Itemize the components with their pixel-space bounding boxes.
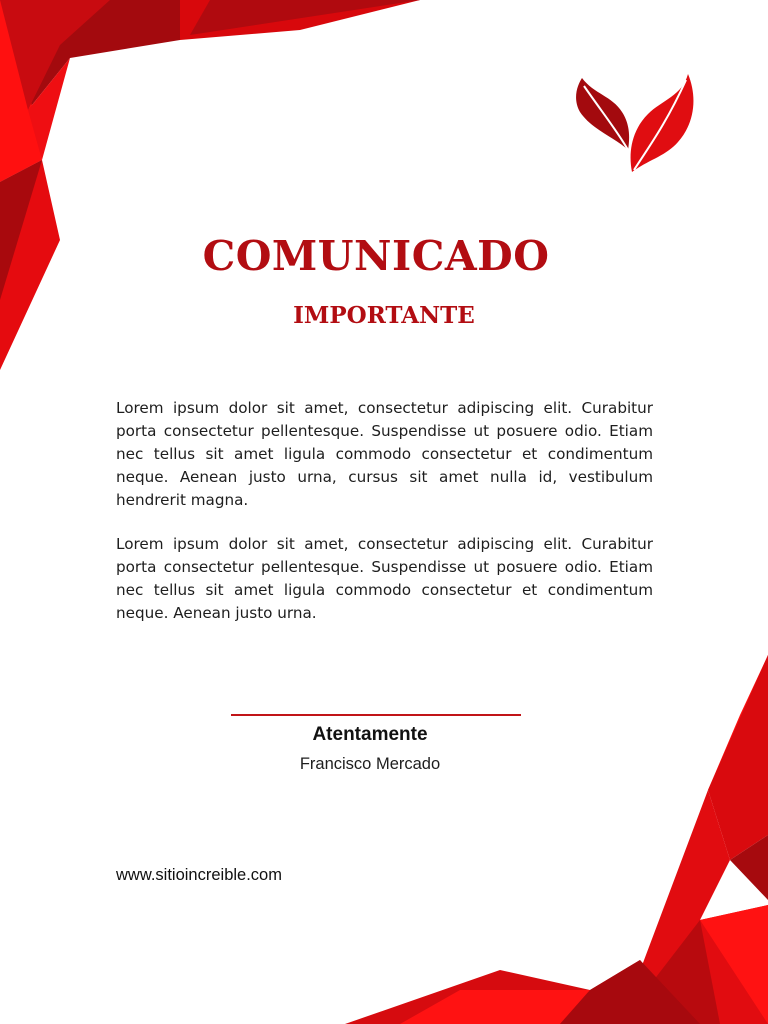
- signature-line: [231, 714, 521, 716]
- website-text: www.sitioincreible.com: [116, 866, 282, 884]
- page-title: COMUNICADO: [202, 232, 550, 280]
- body-paragraph-2: Lorem ipsum dolor sit amet, consectetur adipiscing elit. Curabitur porta consectetur pellentesque. Suspendisse ut posuere odio. Etiam nec tellus sit amet ligula commodo consectetur et condimentum neque. Aenean justo urna.: [116, 535, 653, 622]
- body-paragraph-1: Lorem ipsum dolor sit amet, consectetur adipiscing elit. Curabitur porta consectetur pellentesque. Suspendisse ut posuere odio. Etiam nec tellus sit amet ligula commodo consectetur et condimentum neque. Aenean justo urna, cursus sit amet nulla id, vestibulum hendrerit magna.: [116, 399, 653, 509]
- page-subtitle: IMPORTANTE: [293, 302, 475, 329]
- signature-closing: Atentamente: [312, 724, 428, 745]
- signature-name: Francisco Mercado: [299, 755, 441, 773]
- leaf-icon: [570, 68, 698, 180]
